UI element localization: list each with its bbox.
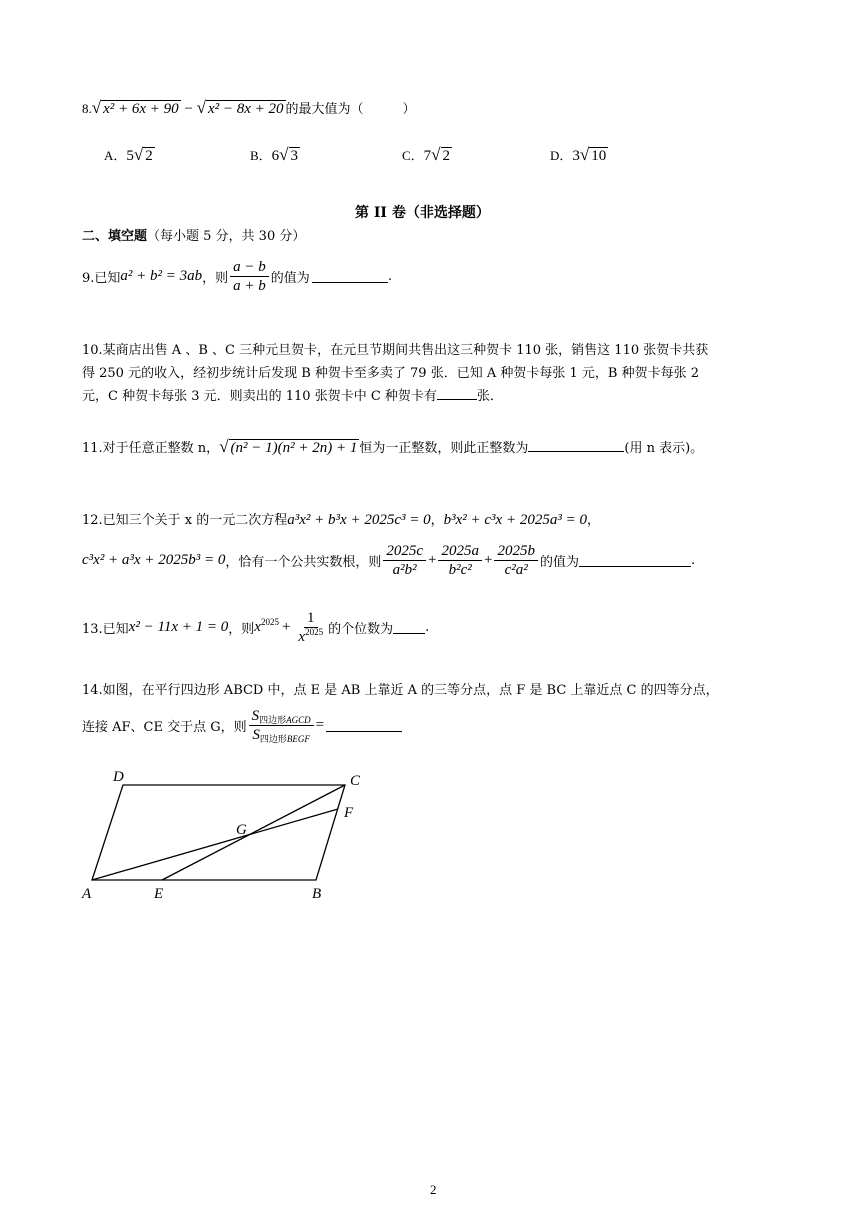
- section-subtitle: 二、填空题（每小题 5 分，共 30 分）: [82, 229, 306, 244]
- q12-fraction-3: $\frac{2025b}{\text{c²a²}}$: [494, 542, 538, 579]
- q8-option-d[interactable]: D．3√ 10: [550, 145, 607, 164]
- q8-option-a[interactable]: A．5√ 2: [104, 145, 153, 164]
- q8-line: 8.√ x² + 6x + 90 − √ x² − 8x + 20 的最大值为（ ）: [82, 98, 416, 117]
- q11-answer-blank[interactable]: [528, 439, 624, 452]
- q10-line-1: 10.某商店出售 A 、B 、C 三种元旦贺卡，在元旦节期间共售出这三种贺卡 110 张，销售这 110 张贺卡共获: [82, 343, 709, 358]
- label-e: E: [154, 886, 164, 902]
- q14-line-2: 连接 AF、CE 交于点 G，则 $\frac{S_{四边形AGCD}}{S_{四边形BEGF}}$ =: [82, 707, 402, 744]
- q13-line: 13.已知 x² − 11x + 1 = 0 ，则 $x^{2025}$ + $\frac{1}{x^{2025}}$ 的个位数为 .: [82, 610, 430, 645]
- label-b: B: [312, 886, 322, 902]
- q10-line-3: 元，C 种贺卡每张 3 元．则卖出的 110 张贺卡中 C 种贺卡有 张．: [82, 389, 503, 404]
- parallelogram-abcd: [92, 785, 345, 880]
- label-d: D: [113, 769, 124, 785]
- q12-line-2: c³x² + a³x + 2025b³ = 0 ，恰有一个公共实数根，则 $\frac{2025c}{\text{a²b²}}$ + $\frac{2025a}{\text{b²c²}}$ + $\frac{2025b}{\text{c²a²}}$ 的值为 .: [82, 543, 696, 578]
- q10-line-2: 得 250 元的收入，经初步统计后发现 B 种贺卡至多卖了 79 张．已知 A 种贺卡每张 1 元，B 种贺卡每张 2: [82, 366, 699, 381]
- q8-option-c[interactable]: C．7√ 2: [402, 145, 451, 164]
- segment-ce: [162, 785, 345, 880]
- q12-fraction-2: $\frac{2025a}{\text{b²c²}}$: [438, 542, 482, 579]
- q14-area-ratio: $\frac{S_{四边形AGCD}}{S_{四边形BEGF}}$: [249, 707, 314, 744]
- label-g: G: [236, 822, 247, 838]
- q11-radical: √ (n² − 1)(n² + 2n) + 1: [219, 437, 358, 456]
- q12-line-1: 12.已知三个关于 x 的一元二次方程a³x² + b³x + 2025c³ = 0，b³x² + c³x + 2025a³ = 0，: [82, 512, 600, 528]
- q12-answer-blank[interactable]: [579, 554, 691, 567]
- section-title: 第 II 卷（非选择题）: [355, 205, 490, 221]
- q13-answer-blank[interactable]: [393, 621, 425, 634]
- q12-equation-1: a³x² + b³x + 2025c³ = 0: [287, 512, 431, 528]
- q8-suffix: 的最大值为（ ）: [285, 102, 416, 117]
- q14-answer-blank[interactable]: [326, 719, 402, 732]
- q8-radical-right: √ x² − 8x + 20: [196, 98, 284, 117]
- q12-equation-3: c³x² + a³x + 2025b³ = 0: [82, 552, 226, 568]
- q9-fraction: $\frac{a - b}{a + b}$: [230, 258, 269, 295]
- q9-condition: a² + b² = 3ab: [120, 268, 203, 284]
- parallelogram-figure: [78, 765, 378, 905]
- q13-fraction: $\frac{1}{x^{2025}}$: [298, 610, 324, 645]
- page-number: 2: [430, 1182, 437, 1197]
- q12-fraction-1: $\frac{2025c}{\text{a²b²}}$: [383, 542, 426, 579]
- q13-condition: x² − 11x + 1 = 0: [128, 619, 229, 635]
- label-f: F: [344, 805, 354, 821]
- label-c: C: [350, 773, 361, 789]
- label-a: A: [82, 886, 92, 902]
- q9-line: 9.已知 a² + b² = 3ab ，则 $\frac{a - b}{a + b}$ 的值为 .: [82, 259, 392, 294]
- q8-option-b[interactable]: B．6√ 3: [250, 145, 299, 164]
- q14-line-1: 14.如图，在平行四边形 ABCD 中，点 E 是 AB 上靠近 A 的三等分点，点 F 是 BC 上靠近点 C 的四等分点，: [82, 683, 719, 698]
- q12-equation-2: b³x² + c³x + 2025a³ = 0: [443, 512, 587, 528]
- segment-af: [92, 809, 338, 880]
- q8-radical-left: √ x² + 6x + 90: [91, 98, 179, 117]
- q9-answer-blank[interactable]: [312, 270, 388, 283]
- q13-power: $x^{2025}$: [254, 617, 279, 635]
- q8-number: 8.: [82, 101, 92, 116]
- q11-line: 11.对于任意正整数 n，√ (n² − 1)(n² + 2n) + 1 恒为一正整数，则此正整数为 (用 n 表示)。: [82, 437, 704, 456]
- q10-answer-blank[interactable]: [437, 387, 477, 400]
